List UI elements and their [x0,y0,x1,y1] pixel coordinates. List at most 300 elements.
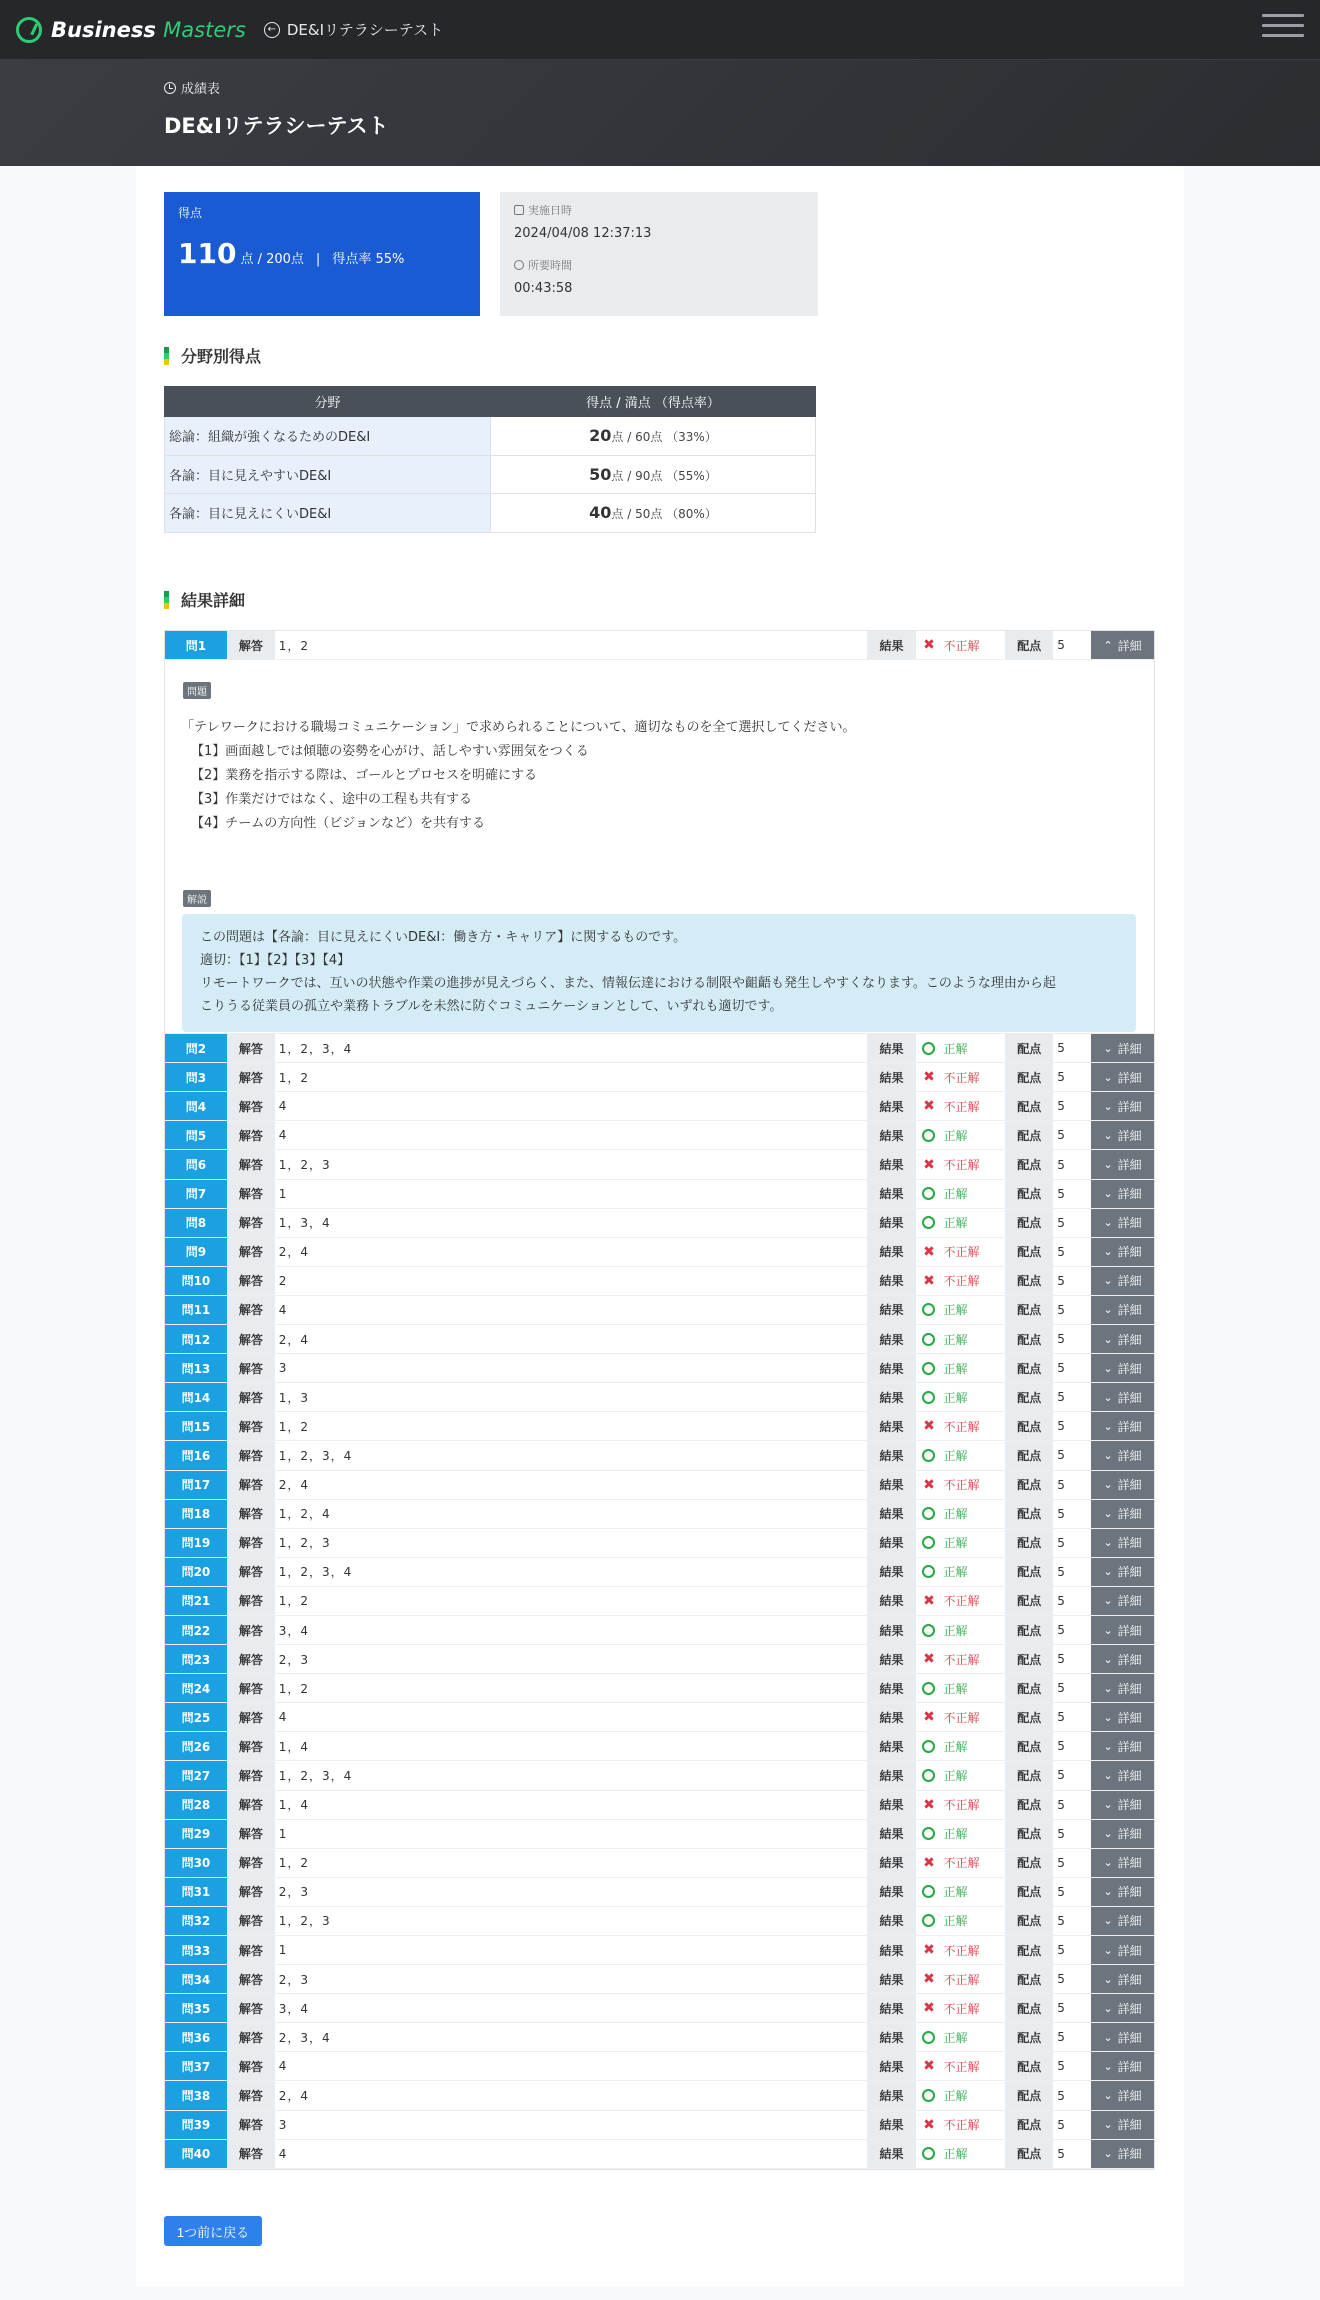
result-value: 正解 [916,1529,1005,1557]
answer-label: 解答 [227,1354,275,1382]
result-value: ✖ 不正解 [916,1412,1005,1440]
result-label: 結果 [867,1267,917,1295]
result-value: 正解 [916,1878,1005,1906]
points-value: 5 [1053,1354,1091,1382]
points-label: 配点 [1005,1092,1053,1120]
result-value: 正解 [916,1296,1005,1324]
result-value: ✖ 不正解 [916,1092,1005,1120]
question-number: 問21 [165,1587,227,1615]
detail-toggle-button[interactable]: ⌄ 詳細 [1091,1732,1154,1760]
score-separator: | [315,252,321,267]
result-row [165,1441,1154,1470]
detail-toggle-button[interactable]: ⌄ 詳細 [1091,2111,1154,2139]
result-value: 正解 [916,2140,1005,2168]
field-row [165,417,816,456]
detail-toggle-button[interactable]: ⌄ 詳細 [1091,1965,1154,1993]
result-label: 結果 [867,1674,917,1702]
chevron-down-icon: ⌄ [1103,1739,1113,1753]
points-value: 5 [1053,1500,1091,1528]
question-number: 問15 [165,1412,227,1440]
points-label: 配点 [1005,1674,1053,1702]
points-label: 配点 [1005,1645,1053,1673]
detail-toggle-button[interactable]: ⌄ 詳細 [1091,1121,1154,1149]
chevron-down-icon: ⌄ [1103,1187,1113,1201]
incorrect-x-icon: ✖ [923,1156,935,1173]
answer-label: 解答 [227,1180,275,1208]
result-label: 結果 [867,1412,917,1440]
answer-label: 解答 [227,1267,275,1295]
chevron-down-icon: ⌄ [1103,1361,1113,1375]
result-row [165,1587,1154,1616]
chevron-down-icon: ⌄ [1103,1303,1113,1317]
result-label: 結果 [867,1878,917,1906]
result-row [165,2052,1154,2081]
answer-label: 解答 [227,1616,275,1644]
result-row [165,1150,1154,1179]
result-value: 正解 [916,1616,1005,1644]
correct-circle-icon [922,2089,935,2102]
points-label: 配点 [1005,1500,1053,1528]
answer-value: 1，3，4 [275,1209,867,1237]
explanation-line: こりうる従業員の孤立や業務トラブルを未然に防ぐコミュニケーションとして、いずれも適切です。 [200,999,783,1015]
chevron-down-icon: ⌄ [1103,1710,1113,1724]
result-label: 結果 [867,1441,917,1469]
answer-value: 1，2 [275,1587,867,1615]
brand-mark-icon [16,17,42,43]
points-value: 5 [1053,2023,1091,2051]
incorrect-x-icon: ✖ [923,2116,935,2133]
incorrect-x-icon: ✖ [923,637,935,654]
result-label: 結果 [867,1558,917,1586]
answer-value: 1，2，3 [275,1907,867,1935]
result-row [165,1994,1154,2023]
score-total: 点 / 200点 [240,252,304,267]
result-row [165,1849,1154,1878]
answer-label: 解答 [227,1325,275,1353]
answer-value: 1，2 [275,631,867,659]
result-value: 正解 [916,2081,1005,2109]
points-label: 配点 [1005,1994,1053,2022]
result-label: 結果 [867,1383,917,1411]
answer-label: 解答 [227,1994,275,2022]
correct-circle-icon [922,1827,935,1840]
detail-toggle-button[interactable]: ⌄ 詳細 [1091,1063,1154,1091]
points-label: 配点 [1005,2111,1053,2139]
question-number: 問1 [165,631,227,659]
chevron-down-icon: ⌄ [1103,2147,1113,2161]
chevron-down-icon: ⌄ [1103,1507,1113,1521]
result-label: 結果 [867,1761,917,1789]
correct-circle-icon [922,1682,935,1695]
chevron-down-icon: ⌄ [1103,1274,1113,1288]
result-value: ✖ 不正解 [916,1471,1005,1499]
result-row [165,1325,1154,1354]
incorrect-x-icon: ✖ [923,2000,935,2017]
question-number: 問12 [165,1325,227,1353]
chevron-down-icon: ⌄ [1103,2059,1113,2073]
answer-label: 解答 [227,2052,275,2080]
detail-toggle-button[interactable]: ⌄ 詳細 [1091,1471,1154,1499]
detail-toggle-button[interactable]: ⌄ 詳細 [1091,1412,1154,1440]
points-value: 5 [1053,2081,1091,2109]
field-name: 総論：組織が強くなるためのDE&I [165,417,491,456]
points-value: 5 [1053,2052,1091,2080]
result-value: 正解 [916,1383,1005,1411]
points-value: 5 [1053,1034,1091,1062]
points-label: 配点 [1005,2140,1053,2168]
question-number: 問7 [165,1180,227,1208]
detail-toggle-button[interactable]: ⌄ 詳細 [1091,1936,1154,1964]
detail-toggle-button[interactable]: ⌄ 詳細 [1091,1354,1154,1382]
answer-value: 3 [275,2111,867,2139]
detail-toggle-button[interactable]: ⌄ 詳細 [1091,1616,1154,1644]
points-label: 配点 [1005,1267,1053,1295]
result-value: 正解 [916,1034,1005,1062]
detail-toggle-button[interactable]: ⌄ 詳細 [1091,1529,1154,1557]
correct-circle-icon [922,1740,935,1753]
explanation-box [182,914,1136,1032]
clock-icon [514,260,524,270]
detail-toggle-button[interactable]: ⌄ 詳細 [1091,1703,1154,1731]
answer-value: 1，2，3，4 [275,1761,867,1789]
correct-circle-icon [922,1449,935,1462]
question-number: 問39 [165,2111,227,2139]
question-number: 問2 [165,1034,227,1062]
correct-circle-icon [922,1333,935,1346]
detail-toggle-button[interactable]: ⌄ 詳細 [1091,1180,1154,1208]
result-value: 正解 [916,1325,1005,1353]
arrow-left-circle-icon: ← [264,22,280,38]
field-name: 各論：目に見えやすいDE&I [165,455,491,494]
question-number: 問25 [165,1703,227,1731]
detail-toggle-button[interactable]: ⌄ 詳細 [1091,1325,1154,1353]
result-label: 結果 [867,1121,917,1149]
correct-circle-icon [922,1362,935,1375]
result-value: ✖ 不正解 [916,1994,1005,2022]
answer-value: 1 [275,1180,867,1208]
result-label: 結果 [867,1325,917,1353]
points-label: 配点 [1005,1325,1053,1353]
incorrect-x-icon: ✖ [923,1418,935,1435]
result-label: 結果 [867,1180,917,1208]
duration-value: 00:43:58 [514,281,573,296]
question-number: 問38 [165,2081,227,2109]
points-value: 5 [1053,1150,1091,1178]
answer-value: 2，3 [275,1965,867,1993]
points-label: 配点 [1005,1820,1053,1848]
result-row [165,1063,1154,1092]
field-column-header: 分野 [165,387,491,417]
field-score-heading: 分野別得点 [164,344,261,367]
points-value: 5 [1053,1761,1091,1789]
explanation-line: リモートワークでは、互いの状態や作業の進捗が見えづらく、また、情報伝達における制限や齟齬も発生しやすくなります。このような理由から起 [200,976,1056,992]
answer-value: 2，3 [275,1645,867,1673]
result-row [165,1383,1154,1412]
answer-label: 解答 [227,1412,275,1440]
question-number: 問18 [165,1500,227,1528]
detail-toggle-button[interactable]: ⌄ 詳細 [1091,1849,1154,1877]
incorrect-x-icon: ✖ [923,1243,935,1260]
points-value: 5 [1053,1296,1091,1324]
detail-toggle-button[interactable]: ⌄ 詳細 [1091,1267,1154,1295]
result-label: 結果 [867,2052,917,2080]
detail-toggle-button[interactable]: ⌄ 詳細 [1091,1820,1154,1848]
points-value: 5 [1053,1383,1091,1411]
question-text [181,716,1121,836]
points-label: 配点 [1005,1412,1053,1440]
answer-value: 1，2，3 [275,1529,867,1557]
points-value: 5 [1053,1180,1091,1208]
result-row [165,1238,1154,1267]
result-value: ✖ 不正解 [916,2111,1005,2139]
answer-label: 解答 [227,1587,275,1615]
result-label: 結果 [867,1936,917,1964]
detail-toggle-button[interactable]: ⌄ 詳細 [1091,1645,1154,1673]
answer-label: 解答 [227,1674,275,1702]
points-label: 配点 [1005,1616,1053,1644]
result-row [165,1616,1154,1645]
points-value: 5 [1053,1325,1091,1353]
chevron-down-icon: ⌄ [1103,1245,1113,1259]
result-value: ✖ 不正解 [916,1587,1005,1615]
brand-name: Business Masters [51,17,246,42]
answer-value: 4 [275,2052,867,2080]
detail-toggle-button[interactable]: ⌄ 詳細 [1091,1296,1154,1324]
detail-toggle-button[interactable]: ⌄ 詳細 [1091,1150,1154,1178]
question-number: 問32 [165,1907,227,1935]
question-number: 問4 [165,1092,227,1120]
detail-toggle-button[interactable]: ⌄ 詳細 [1091,1587,1154,1615]
detail-toggle-button[interactable]: ⌄ 詳細 [1091,2052,1154,2080]
detail-toggle-button[interactable]: ⌄ 詳細 [1091,1558,1154,1586]
field-score: 40点 / 50点 （80%） [491,494,816,533]
chevron-down-icon: ⌄ [1103,1914,1113,1928]
detail-toggle-button[interactable]: ⌄ 詳細 [1091,1238,1154,1266]
points-value: 5 [1053,1121,1091,1149]
detail-toggle-button[interactable]: ⌄ 詳細 [1091,2081,1154,2109]
question-option: 【2】業務を指示する際は、ゴールとプロセスを明確にする [191,768,538,784]
points-label: 配点 [1005,1296,1053,1324]
result-row [165,1907,1154,1936]
result-label: 結果 [867,1965,917,1993]
result-row [165,1121,1154,1150]
answer-value: 4 [275,1703,867,1731]
field-name: 各論：目に見えにくいDE&I [165,494,491,533]
question-number: 問34 [165,1965,227,1993]
result-label: 結果 [867,1209,917,1237]
answer-label: 解答 [227,1936,275,1964]
result-value: ✖ 不正解 [916,631,1005,659]
answer-label: 解答 [227,1209,275,1237]
detail-toggle-button[interactable]: ⌄ 詳細 [1091,1994,1154,2022]
detail-toggle-button[interactable]: ⌄ 詳細 [1091,1441,1154,1469]
result-row [165,1674,1154,1703]
question-number: 問13 [165,1354,227,1382]
points-label: 配点 [1005,1732,1053,1760]
menu-toggle-button[interactable] [1262,14,1304,44]
question-number: 問24 [165,1674,227,1702]
correct-circle-icon [922,2031,935,2044]
result-value: ✖ 不正解 [916,1791,1005,1819]
chevron-down-icon: ⌄ [1103,1332,1113,1346]
question-tag: 問題 [183,682,211,699]
chevron-down-icon: ⌄ [1103,1972,1113,1986]
detail-toggle-button[interactable]: ⌄ 詳細 [1091,1674,1154,1702]
detail-toggle-button[interactable]: ⌄ 詳細 [1091,1878,1154,1906]
result-label: 結果 [867,2111,917,2139]
points-value: 5 [1053,1471,1091,1499]
result-value: ✖ 不正解 [916,1238,1005,1266]
result-label: 結果 [867,1791,917,1819]
result-row [165,1936,1154,1965]
answer-value: 1，2，3 [275,1150,867,1178]
result-row [165,1092,1154,1121]
result-label: 結果 [867,1238,917,1266]
result-row [165,1732,1154,1761]
date-value: 2024/04/08 12:37:13 [514,226,652,241]
points-value: 5 [1053,1558,1091,1586]
detail-toggle-button[interactable]: ⌄ 詳細 [1091,1034,1154,1062]
page-header [0,60,1320,166]
points-label: 配点 [1005,1121,1053,1149]
score-column-header: 得点 / 満点 （得点率） [491,387,816,417]
result-value: 正解 [916,1209,1005,1237]
explanation-line: この問題は【各論：目に見えにくいDE&I：働き方・キャリア】に関するものです。 [200,930,687,946]
answer-value: 2，3，4 [275,2023,867,2051]
result-value: ✖ 不正解 [916,2052,1005,2080]
score-label: 得点 [178,206,203,220]
chevron-down-icon: ⌄ [1103,1885,1113,1899]
answer-value: 2，4 [275,1325,867,1353]
answer-label: 解答 [227,1150,275,1178]
chevron-down-icon: ⌄ [1103,2089,1113,2103]
result-row [165,1209,1154,1238]
points-value: 5 [1053,1849,1091,1877]
result-value: 正解 [916,1121,1005,1149]
result-label: 結果 [867,1645,917,1673]
result-value: 正解 [916,1441,1005,1469]
points-value: 5 [1053,1878,1091,1906]
back-button[interactable]: 1つ前に戻る [164,2216,262,2246]
result-row [165,1791,1154,1820]
result-label: 結果 [867,2140,917,2168]
chevron-down-icon: ⌄ [1103,1390,1113,1404]
chevron-down-icon: ⌄ [1103,2030,1113,2044]
points-value: 5 [1053,1703,1091,1731]
detail-toggle-button[interactable]: ⌄ 詳細 [1091,1907,1154,1935]
answer-label: 解答 [227,1907,275,1935]
answer-label: 解答 [227,1296,275,1324]
answer-value: 4 [275,1121,867,1149]
result-value: 正解 [916,1180,1005,1208]
answer-label: 解答 [227,1965,275,1993]
points-value: 5 [1053,1994,1091,2022]
points-label: 配点 [1005,631,1053,659]
result-value: ✖ 不正解 [916,1267,1005,1295]
answer-label: 解答 [227,1878,275,1906]
detail-toggle-button[interactable]: ⌄ 詳細 [1091,1500,1154,1528]
detail-toggle-button[interactable]: ⌄ 詳細 [1091,2140,1154,2168]
answer-value: 1 [275,1936,867,1964]
points-label: 配点 [1005,1471,1053,1499]
points-value: 5 [1053,1645,1091,1673]
correct-circle-icon [922,1885,935,1898]
result-row [165,1558,1154,1587]
detail-toggle-button[interactable]: ⌄ 詳細 [1091,1092,1154,1120]
chevron-down-icon: ⌄ [1103,1419,1113,1433]
nav-back-link[interactable] [264,19,443,40]
answer-value: 3 [275,1354,867,1382]
chevron-down-icon: ⌄ [1103,1536,1113,1550]
chevron-down-icon: ⌄ [1103,2118,1113,2132]
answer-value: 1 [275,1820,867,1848]
question-number: 問14 [165,1383,227,1411]
incorrect-x-icon: ✖ [923,1709,935,1726]
answer-label: 解答 [227,1471,275,1499]
result-label: 結果 [867,1034,917,1062]
answer-label: 解答 [227,1645,275,1673]
correct-circle-icon [922,2147,935,2160]
result-row [165,1878,1154,1907]
points-value: 5 [1053,1907,1091,1935]
result-value: 正解 [916,1732,1005,1760]
chevron-up-icon: ⌃ [1103,638,1113,652]
points-label: 配点 [1005,1558,1053,1586]
incorrect-x-icon: ✖ [923,1069,935,1086]
detail-toggle-button[interactable]: ⌄ 詳細 [1091,2023,1154,2051]
detail-toggle-button[interactable]: ⌄ 詳細 [1091,1209,1154,1237]
question-number: 問22 [165,1616,227,1644]
detail-toggle-button[interactable]: ⌃ 詳細 [1091,631,1154,659]
points-label: 配点 [1005,1238,1053,1266]
answer-value: 2，4 [275,2081,867,2109]
field-score-table [164,386,816,533]
chevron-down-icon: ⌄ [1103,1565,1113,1579]
result-label: 結果 [867,1703,917,1731]
points-label: 配点 [1005,1761,1053,1789]
detail-toggle-button[interactable]: ⌄ 詳細 [1091,1761,1154,1789]
question-number: 問19 [165,1529,227,1557]
brand-logo-link[interactable] [16,17,246,43]
results-list [164,630,1155,2170]
points-value: 5 [1053,1412,1091,1440]
result-label: 結果 [867,1500,917,1528]
chevron-down-icon: ⌄ [1103,1943,1113,1957]
answer-value: 1，2，3，4 [275,1558,867,1586]
points-value: 5 [1053,2111,1091,2139]
question-number: 問11 [165,1296,227,1324]
result-value: 正解 [916,1907,1005,1935]
detail-toggle-button[interactable]: ⌄ 詳細 [1091,1383,1154,1411]
points-value: 5 [1053,1674,1091,1702]
detail-toggle-button[interactable]: ⌄ 詳細 [1091,1791,1154,1819]
answer-value: 1，2 [275,1412,867,1440]
breadcrumb[interactable] [164,78,220,97]
incorrect-x-icon: ✖ [923,1098,935,1115]
answer-value: 1，4 [275,1791,867,1819]
answer-value: 4 [275,2140,867,2168]
points-value: 5 [1053,1791,1091,1819]
result-value: ✖ 不正解 [916,1936,1005,1964]
result-row [165,1645,1154,1674]
result-label: 結果 [867,1529,917,1557]
points-label: 配点 [1005,1791,1053,1819]
points-label: 配点 [1005,1209,1053,1237]
answer-value: 2 [275,1267,867,1295]
answer-label: 解答 [227,1529,275,1557]
question-number: 問20 [165,1558,227,1586]
answer-label: 解答 [227,2140,275,2168]
